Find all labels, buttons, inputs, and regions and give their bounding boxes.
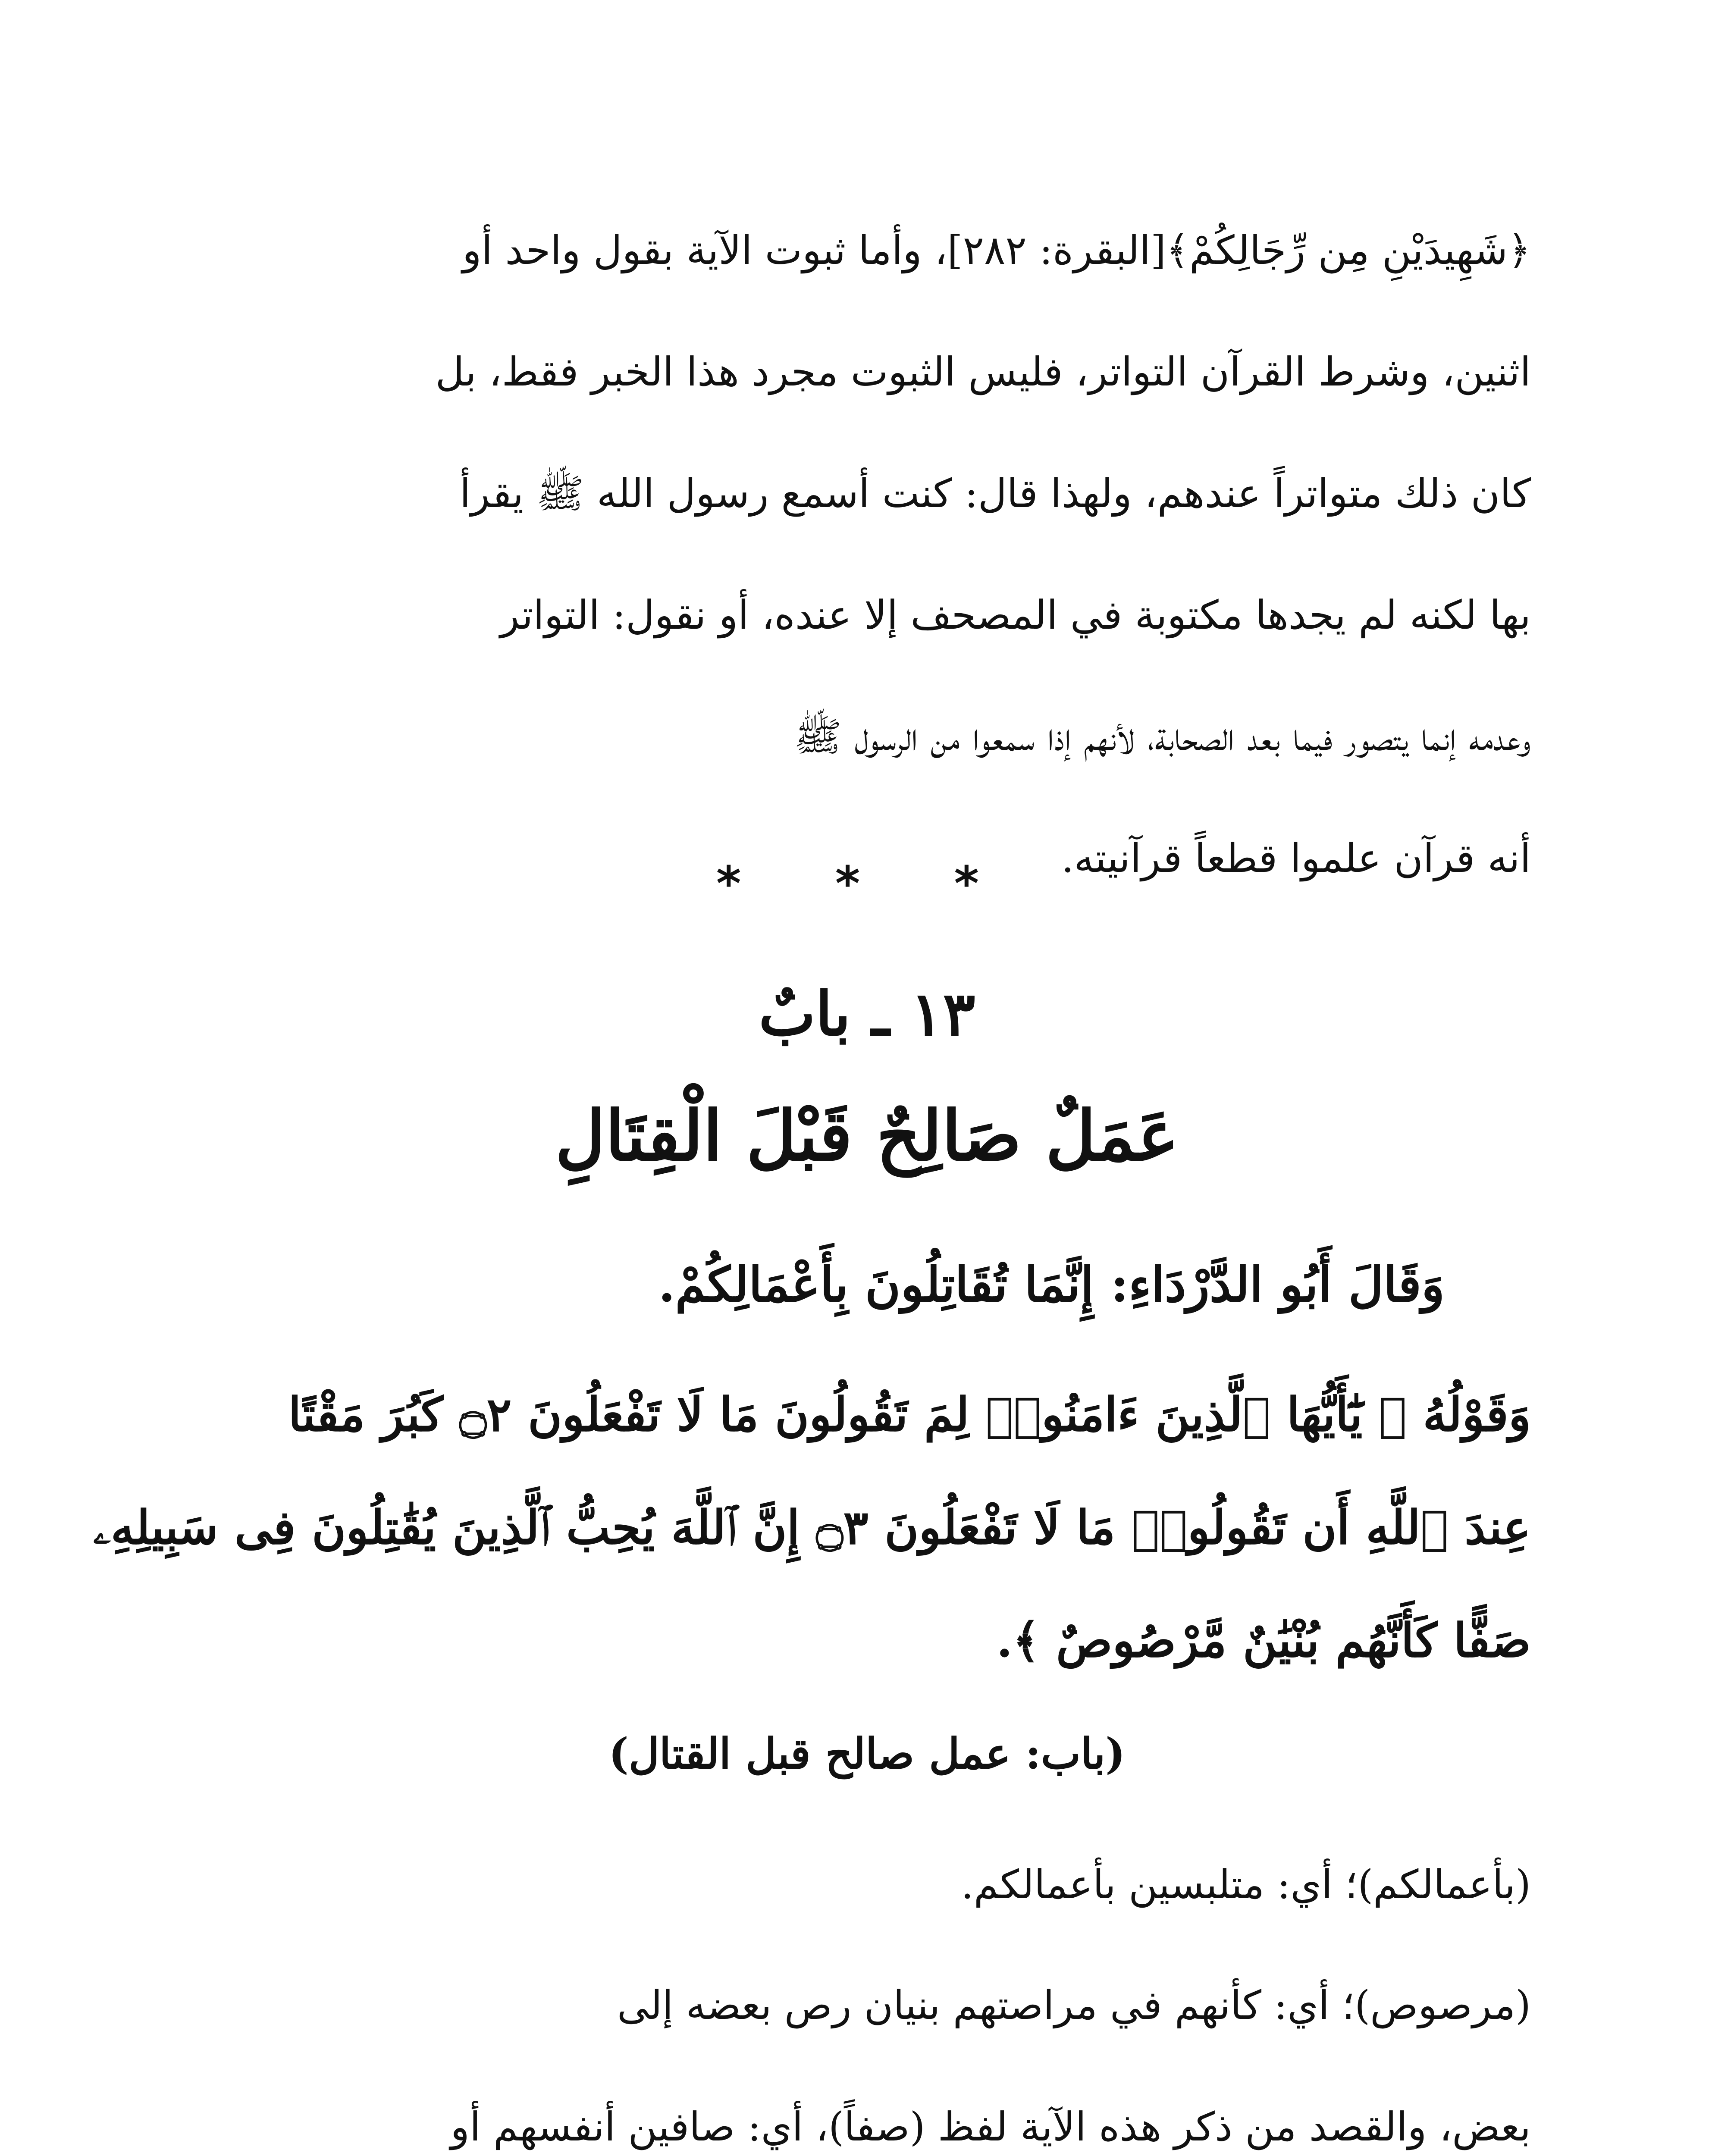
commentary-para-2 [259,1945,1531,2156]
section-separator: * * * [716,856,1018,911]
chapter-title: عَمَلٌ صَالِحٌ قَبْلَ الْقِتَالِ [555,1095,1179,1176]
commentary-heading: (باب: عمل صالح قبل القتال) [608,1729,1126,1779]
text-line: بها لكنه لم يجدها مكتوبة في المصحف إلا عنده، أو نقول: التواتر [500,592,1531,638]
text-line: ﴿شَهِيدَيْنِ مِن رِّجَالِكُمْ﴾[البقرة: ٢٨٢]، وأما ثبوت الآية بقول واحد أو [462,227,1531,273]
text-line: اثنين، وشرط القرآن التواتر، فليس الثبوت مجرد هذا الخبر فقط، بل [435,349,1531,395]
paragraph-text [259,1945,1531,2156]
paragraph-text [259,190,1531,919]
commentary-para-1 [259,1824,1531,1946]
quran-verse [93,1358,1531,1697]
text-line: (بأعمالكم)؛ أي: متلبسين بأعمالكم. [961,1861,1531,1908]
verse-line: وَقَوْلُهُ ﴿ يَٰٓأَيُّهَا ٱلَّذِينَ ءَامَنُوا۟ لِمَ تَقُولُونَ مَا لَا تَفْعَلُونَ ۝٢ كَبُرَ مَقْتًا [288,1388,1531,1442]
verse-line: صَفًّا كَأَنَّهُم بُنْيَٰنٌ مَّرْصُوصٌ ﴾. [996,1614,1531,1668]
text-line: (مرصوص)؛ أي: كأنهم في مراصتهم بنيان رص بعضه إلى [617,1982,1531,2028]
text-line: بعض، والقصد من ذكر هذه الآية لفظ (صفاً)، أي: صافين أنفسهم أو [450,2104,1531,2150]
verse-line: عِندَ ٱللَّهِ أَن تَقُولُوا۟ مَا لَا تَفْعَلُونَ ۝٣ إِنَّ ٱللَّهَ يُحِبُّ ٱلَّذِينَ يُقَٰتِلُونَ فِى سَبِيلِهِۦ [93,1501,1531,1555]
top-paragraph [259,190,1531,919]
text-line: وعدمه إنما يتصور فيما بعد الصحابة، لأنهم إذا سمعوا من الرسول ﷺ [793,714,1531,760]
hadith-text: وَقَالَ أَبُو الدَّرْدَاءِ: إِنَّمَا تُقَاتِلُونَ بِأَعْمَالِكُمْ. [658,1257,1445,1313]
paragraph-text [259,1824,1531,1946]
text-line: كان ذلك متواتراً عندهم، ولهذا قال: كنت أسمع رسول الله ﷺ يقرأ [459,470,1531,517]
chapter-number: ١٣ ـ بابٌ [759,979,975,1050]
text-line: أنه قرآن علموا قطعاً قرآنيته. [1061,835,1531,881]
